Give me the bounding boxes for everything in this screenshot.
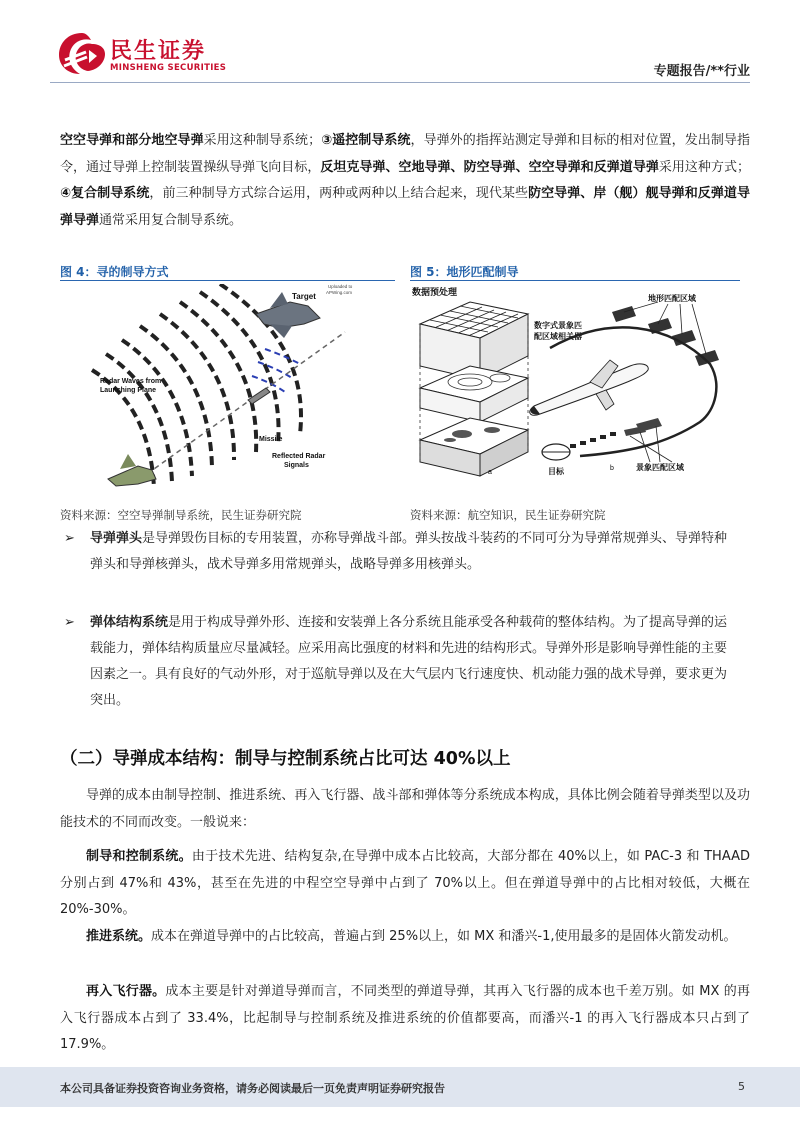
fig4-label-missile: Missile [259,436,283,443]
figure5-caption: 图 5：地形匹配制导 [410,265,519,279]
fig5-label-terrain: 地形匹配区域 [648,294,696,303]
fig5-label-b: b [610,465,614,472]
fig5-label-scene: 景象匹配区域 [636,463,684,472]
fig4-label-reflected-line1: Reflected Radar [272,453,326,460]
bullet-airframe-term: 弹体结构系统 [90,615,169,630]
fig5-label-match-line2: 配区域相关器 [534,332,582,341]
fig4-label-upload: Uploaded to [328,284,353,289]
fig4-label-reflected-line2: Signals [284,462,309,469]
bullet-airframe [64,610,730,714]
page-number: 5 [738,1080,745,1093]
figure4-homing-diagram [60,284,395,502]
bullet-warhead [64,526,730,578]
intro-text-2: 采用这种制导系统； [203,133,322,148]
cost-item-guidance-term: 制导和控制系统。 [86,849,192,864]
intro-text-4: ，导弹外的指挥站测定导弹和目标的相对位置，发出制导指令，通过导弹上控制装置操纵导弹飞向目标， [60,133,750,175]
cost-item-propulsion [60,924,750,951]
company-logo [56,30,256,80]
fig5-label-match-line1: 数字式景象匹 [534,321,582,330]
cost-item-guidance-text: 由于技术先进、结构复杂,在导弹中成本占比较高，大部分都在 40%以上，如 PAC-3 和 THAAD 分别占到 47%和 43%，甚至在先进的中程空空导弹中占到了 70%以上。但在弹道导弹中的占比相对较低，大概在 20%-30%。 [60,849,750,917]
fig5-label-preprocess: 数据预处理 [412,288,458,298]
header-divider [50,82,750,83]
intro-text-6: 采用这种方式； [658,159,750,175]
bullet-warhead-term: 导弹弹头 [90,531,143,546]
cost-item-propulsion-text: 成本在弹道导弹中的占比较高，普遍占到 25%以上，如 MX 和潘兴-1,使用最多的是固体火箭发动机。 [151,929,737,944]
cost-item-propulsion-term: 推进系统。 [86,929,152,944]
figure4-caption-rule [60,280,395,281]
figure5-terrain-matching-diagram [410,284,740,502]
intro-text-1: 空空导弹和部分地空导弹 [60,133,204,148]
bullet-warhead-text: 是导弹毁伤目标的专用装置，亦称导弹战斗部。弹头按战斗装药的不同可分为导弹常规弹头、导弹特种弹头和导弹核弹头，战术导弹多用常规弹头，战略导弹多用核弹头。 [90,531,728,572]
figure4-caption: 图 4：寻的制导方式 [60,265,169,279]
cost-item-reentry-text: 成本主要是针对弹道导弹而言，不同类型的弹道导弹，其再入飞行器的成本也千差万别。如 MX 的再入飞行器成本占到了 33.4%，比起制导与控制系统及推进系统的价值都要高，而潘兴-1 的再入飞行器成本只占到了 17.9%。 [60,984,750,1052]
logo-english-name: MINSHENG SECURITIES [110,63,227,73]
fig4-label-radar-line2: Launching Plane [100,387,157,394]
fig5-label-target: 目标 [548,467,564,476]
fig4-label-site: APWing.com [326,290,353,295]
intro-text-9: 防空导弹、岸（舰）舰导弹和反弹道导弹导弹 [60,186,750,228]
report-type-label: 专题报告/**行业 [653,64,750,79]
intro-text-8: ，前三种制导方式综合运用，两种或两种以上结合起来，现代某些 [149,186,529,201]
footer-disclaimer: 本公司具备证券投资咨询业务资格，请务必阅读最后一页免责声明证券研究报告 [60,1082,445,1095]
intro-text-3: ③遥控制导系统 [321,133,411,148]
logo-chinese-name: 民生证券 [110,39,207,64]
fig4-label-radar-line1: Radar Waves from [100,378,162,385]
figure5-caption-rule [410,280,740,281]
figure5-source: 资料来源：航空知识，民生证券研究院 [410,508,606,522]
bullet-airframe-text: 是用于构成导弹外形、连接和安装弹上各分系统且能承受各种载荷的整体结构。为了提高导弹的运载能力，弹体结构质量应尽量减轻。应采用高比强度的材料和先进的结构形式。导弹外形是影响导弹性能的主要因素之一。具有良好的气动外形，对于巡航导弹以及在大气层内飞行速度快、机动能力强的战术导弹，要求更为突出。 [90,615,728,708]
intro-paragraph [60,128,750,234]
cost-item-guidance [60,844,750,924]
logo-mark-icon [56,30,108,76]
section-title: （二）导弹成本结构：制导与控制系统占比可达 40%以上 [60,749,511,769]
figure4-source: 资料来源：空空导弹制导系统，民生证券研究院 [60,508,302,522]
bullet-arrow-icon: ➢ [64,531,75,546]
cost-intro-paragraph: 导弹的成本由制导控制、推进系统、再入飞行器、战斗部和弹体等分系统成本构成，具体比例会随着导弹类型以及功能技术的不同而改变。一般说来： [60,788,750,830]
bullet-arrow-icon: ➢ [64,615,75,630]
fig4-label-target: Target [292,292,316,301]
intro-text-10: 通常采用复合制导系统。 [99,212,243,228]
cost-item-reentry [60,979,750,1059]
cost-item-reentry-term: 再入飞行器。 [86,984,166,999]
intro-text-5: 反坦克导弹、空地导弹、防空导弹、空空导弹和反弹道导弹 [320,159,659,175]
fig5-label-a: a [488,469,492,476]
intro-text-7: ④复合制导系统 [60,186,150,201]
